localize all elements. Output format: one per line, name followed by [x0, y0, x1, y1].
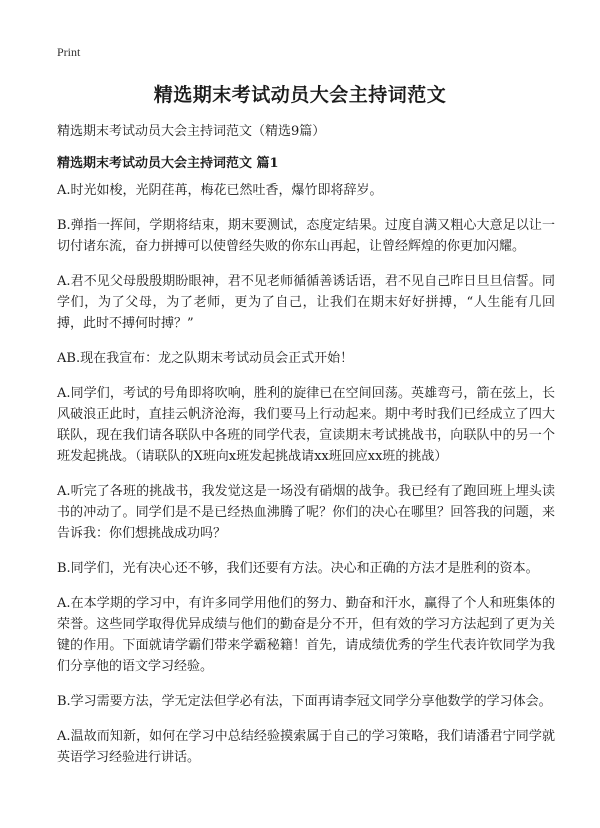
- paragraph: B.弹指一挥间，学期将结束，期末要测试，态度定结果。过度自满又粗心大意足以让一切付诸东流，奋力拼搏可以使曾经失败的你东山再起，让曾经辉煌的你更加闪耀。: [57, 218, 555, 254]
- paragraph: AB.现在我宣布：龙之队期末考试动员会正式开始！: [57, 351, 354, 366]
- paragraph: A.听完了各班的挑战书，我发觉这是一场没有硝烟的战争。我已经有了跑回班上埋头读书的冲动了。同学们是不是已经热血沸腾了呢？你们的决心在哪里？回答我的问题，来告诉我：你们想挑战成功吗？: [57, 484, 555, 541]
- page-title: 精选期末考试动员大会主持词范文: [153, 84, 447, 106]
- paragraph: A.时光如梭，光阴荏苒，梅花已然吐香，爆竹即将辞岁。: [57, 183, 383, 198]
- print-label: Print: [57, 45, 81, 59]
- paragraph: B.学习需要方法，学无定法但学必有法，下面再请李冠文同学分享他数学的学习体会。: [57, 694, 552, 709]
- paragraph: A.温故而知新，如何在学习中总结经验摸索属于自己的学习策略，我们请潘君宁同学就英语学习经验进行讲话。: [57, 729, 555, 765]
- paragraph: B.同学们，光有决心还不够，我们还要有方法。决心和正确的方法才是胜利的资本。: [57, 561, 539, 576]
- paragraph: A.同学们，考试的号角即将吹响，胜利的旋律已在空间回荡。英雄弯弓，箭在弦上，长风破浪正此时，直挂云帆济沧海，我们要马上行动起来。期中考时我们已经成立了四大联队，现在我们请各联队中各班的同学代表，宣读期末考试挑战书，向联队中的另一个班发起挑战。（请联队的X班向x班发起挑战请xx班回应xx班的挑战）: [57, 386, 555, 464]
- document-body: [57, 180, 555, 782]
- paragraph: A.君不见父母殷殷期盼眼神，君不见老师循循善诱话语，君不见自己昨日旦旦信誓。同学们，为了父母，为了老师，更为了自己，让我们在期末好好拼搏，“人生能有几回搏，此时不搏何时搏？”: [57, 274, 555, 331]
- document-subtitle: 精选期末考试动员大会主持词范文（精选9篇）: [57, 124, 326, 139]
- paragraph: A.在本学期的学习中，有许多同学用他们的努力、勤奋和汗水，赢得了个人和班集体的荣誉。这些同学取得优异成绩与他们的勤奋是分不开，但有效的学习方法起到了更为关键的作用。下面就请学霸们带来学霸秘籍！首先，请成绩优秀的学生代表许钦同学为我们分享他的语文学习经验。: [57, 596, 555, 674]
- section-heading: 精选期末考试动员大会主持词范文 篇1: [57, 156, 279, 171]
